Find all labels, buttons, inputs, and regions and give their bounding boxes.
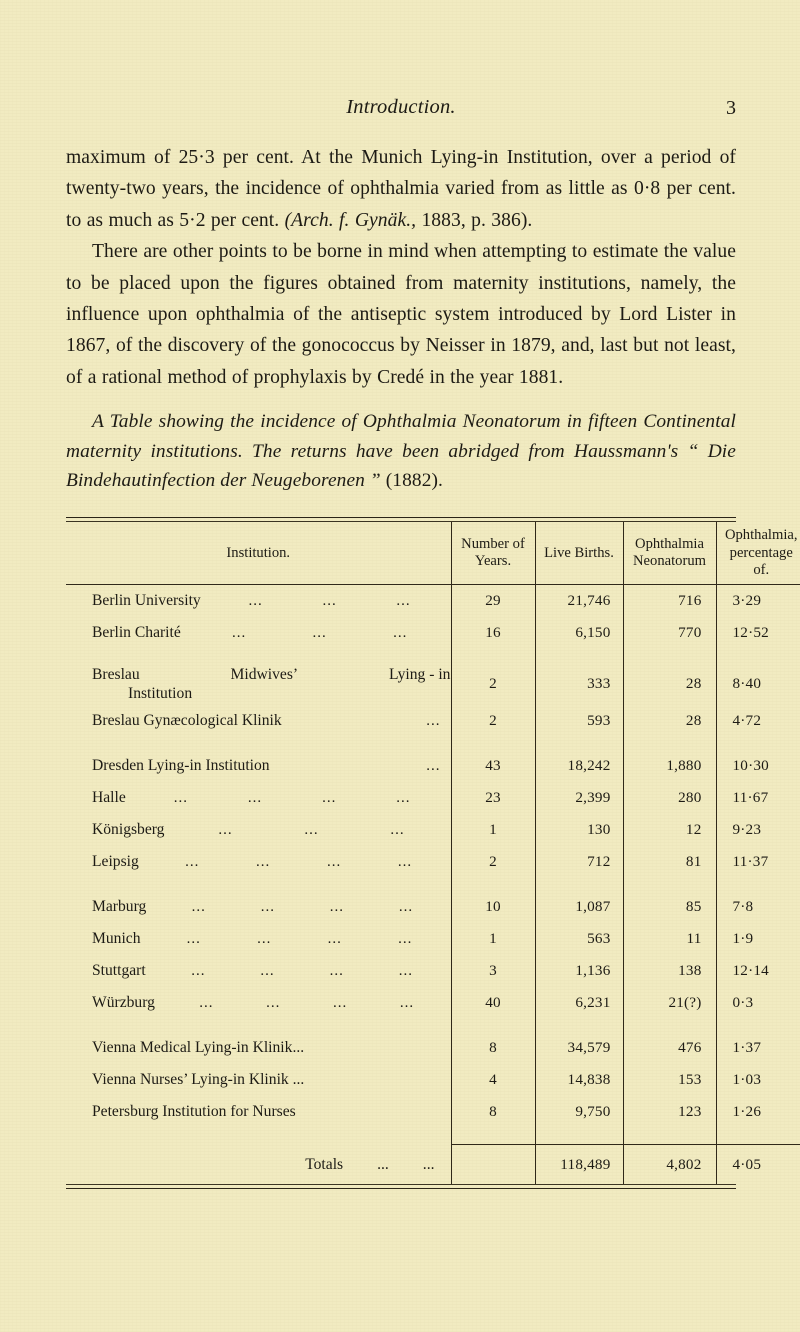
leader-dots: ... (426, 713, 441, 730)
cell-ophthalmia: 12 (623, 814, 716, 846)
paragraph-one (66, 142, 736, 236)
table-row (66, 846, 800, 878)
column-header-institution: Institution. (66, 522, 451, 585)
table-row (66, 617, 800, 649)
cell-live-births: 1,087 (535, 891, 623, 923)
leader-dots: ... ... ... ... (199, 995, 415, 1012)
cell-ophthalmia: 28 (623, 705, 716, 737)
leader-dots: ... ... ... ... (186, 931, 413, 948)
cell-ophthalmia: 716 (623, 585, 716, 618)
column-header-years-line1: Number of (461, 535, 525, 552)
cell-totals-live-births: 118,489 (535, 1146, 623, 1184)
cell-years: 43 (451, 750, 535, 782)
institution-name-part: Breslau (92, 666, 140, 684)
institution-name: Königsberg (92, 821, 165, 839)
cell-live-births: 9,750 (535, 1096, 623, 1128)
cell-live-births: 333 (535, 662, 623, 705)
cell-years: 4 (451, 1064, 535, 1096)
institution-name: Munich (92, 930, 141, 948)
table-header-row (66, 522, 800, 585)
cell-totals-years (451, 1146, 535, 1184)
cell-years: 16 (451, 617, 535, 649)
cell-institution (66, 923, 451, 955)
cell-live-births: 593 (535, 705, 623, 737)
institution-name: Berlin University (92, 592, 201, 610)
cell-percentage: 1·03 (716, 1064, 800, 1096)
cell-percentage: 8·40 (716, 662, 800, 705)
table-caption-italic: A Table showing the incidence of Ophthalmia Neonatorum in fifteen Continental maternity institutions. The returns have been abridged from Haussmann's “ Die Bindehautinfection der Neugeborenen ” (66, 411, 736, 492)
statistics-table-wrapper (66, 517, 798, 1189)
cell-live-births: 18,242 (535, 750, 623, 782)
cell-percentage: 12·14 (716, 955, 800, 987)
totals-leader-dots: ... (377, 1156, 389, 1174)
cell-percentage: 4·72 (716, 705, 800, 737)
column-header-percentage-line1: Ophthalmia, (724, 527, 798, 544)
table-row (66, 1064, 800, 1096)
cell-institution (66, 1032, 451, 1064)
cell-institution (66, 846, 451, 878)
table-body (66, 585, 800, 1185)
row-spacer (66, 1019, 800, 1032)
cell-years: 1 (451, 814, 535, 846)
table-row (66, 955, 800, 987)
cell-percentage: 1·37 (716, 1032, 800, 1064)
column-header-ophthalmia-line2: Neonatorum (633, 553, 706, 570)
institution-name: Stuttgart (92, 962, 146, 980)
cell-ophthalmia: 85 (623, 891, 716, 923)
cell-ophthalmia: 770 (623, 617, 716, 649)
cell-percentage: 7·8 (716, 891, 800, 923)
page-number: 3 (726, 97, 736, 119)
leader-dots: ... ... ... (248, 593, 411, 610)
cell-years: 1 (451, 923, 535, 955)
cell-live-births: 21,746 (535, 585, 623, 618)
institution-name: Vienna Medical Lying-in Klinik... (92, 1039, 305, 1057)
table-row (66, 1096, 800, 1128)
institution-name-part: Lying - in (388, 666, 451, 684)
row-spacer (66, 649, 800, 662)
table-caption (66, 407, 736, 495)
cell-ophthalmia: 81 (623, 846, 716, 878)
cell-years: 23 (451, 782, 535, 814)
cell-institution (66, 814, 451, 846)
cell-institution (66, 1096, 451, 1128)
institution-name: Petersburg Institution for Nurses (92, 1103, 296, 1121)
table-row (66, 814, 800, 846)
totals-label-text: Totals (305, 1156, 344, 1174)
institution-name: Würzburg (92, 994, 155, 1012)
cell-percentage: 12·52 (716, 617, 800, 649)
pre-totals-spacer (66, 1128, 800, 1145)
cell-totals-label (66, 1146, 451, 1184)
column-header-percentage-line3: of. (753, 562, 770, 579)
leader-dots: ... ... ... ... (191, 963, 413, 980)
cell-percentage: 10·30 (716, 750, 800, 782)
table-bottom-rule (66, 1184, 736, 1189)
cell-institution (66, 705, 451, 737)
institution-name: Berlin Charité (92, 624, 181, 642)
institution-name: Vienna Nurses’ Lying-in Klinik ... (92, 1071, 305, 1089)
cell-percentage: 11·37 (716, 846, 800, 878)
row-spacer (66, 878, 800, 891)
cell-live-births: 2,399 (535, 782, 623, 814)
column-header-percentage (716, 522, 800, 585)
table-row (66, 782, 800, 814)
paragraph-one-text: maximum of 25·3 per cent. At the Munich Lying-in Institution, over a period of twenty-two years, the incidence of ophthalmia varied from as little as 0·8 per cent. to as much as 5·2 per cent. (66, 147, 736, 231)
institution-name: Breslau Gynæcological Klinik (92, 712, 282, 730)
cell-institution (66, 585, 451, 618)
paragraph-two: There are other points to be borne in mind when attempting to estimate the value to be placed upon the figures obtained from maternity institutions, namely, the influence upon ophthalmia of the antiseptic system introduced by Lord Lister in 1867, of the discovery of the gonococcus by Neisser in 1879, and, last but not least, of a rational method of prophylaxis by Credé in the year 1881. (66, 241, 736, 388)
cell-institution (66, 750, 451, 782)
cell-ophthalmia: 153 (623, 1064, 716, 1096)
cell-live-births: 563 (535, 923, 623, 955)
table-row (66, 705, 800, 737)
column-header-live-births: Live Births. (535, 522, 623, 585)
cell-percentage: 9·23 (716, 814, 800, 846)
cell-years: 40 (451, 987, 535, 1019)
table-row (66, 662, 800, 705)
cell-years: 10 (451, 891, 535, 923)
cell-institution (66, 1064, 451, 1096)
cell-ophthalmia: 123 (623, 1096, 716, 1128)
cell-years: 3 (451, 955, 535, 987)
leader-dots: ... ... ... (218, 822, 405, 839)
cell-totals-percentage: 4·05 (716, 1146, 800, 1184)
citation-italic: (Arch. f. Gynäk., (284, 209, 417, 231)
cell-live-births: 34,579 (535, 1032, 623, 1064)
cell-years: 2 (451, 846, 535, 878)
cell-years: 8 (451, 1032, 535, 1064)
cell-live-births: 6,231 (535, 987, 623, 1019)
page-content (66, 0, 798, 1189)
institution-name: Leipsig (92, 853, 139, 871)
cell-ophthalmia: 21(?) (623, 987, 716, 1019)
cell-institution (66, 662, 451, 705)
cell-institution (66, 891, 451, 923)
table-row (66, 923, 800, 955)
cell-ophthalmia: 476 (623, 1032, 716, 1064)
cell-ophthalmia: 280 (623, 782, 716, 814)
cell-live-births: 6,150 (535, 617, 623, 649)
institution-name-part: Midwives’ (230, 666, 299, 684)
table-row (66, 1032, 800, 1064)
cell-live-births: 1,136 (535, 955, 623, 987)
totals-row (66, 1146, 800, 1184)
table-row (66, 891, 800, 923)
cell-percentage: 3·29 (716, 585, 800, 618)
cell-years: 2 (451, 705, 535, 737)
cell-live-births: 712 (535, 846, 623, 878)
table-row (66, 750, 800, 782)
cell-years: 2 (451, 662, 535, 705)
cell-institution (66, 782, 451, 814)
column-header-ophthalmia-line1: Ophthalmia (635, 535, 704, 552)
leader-dots: ... ... ... ... (173, 790, 411, 807)
table-head (66, 522, 800, 585)
table-caption-roman: (1882). (380, 470, 443, 492)
running-head (66, 96, 736, 142)
cell-percentage: 1·9 (716, 923, 800, 955)
institution-name: Halle (92, 789, 126, 807)
cell-years: 29 (451, 585, 535, 618)
leader-dots: ... ... ... ... (185, 854, 413, 871)
cell-ophthalmia: 138 (623, 955, 716, 987)
cell-live-births: 130 (535, 814, 623, 846)
table-row (66, 585, 800, 618)
statistics-table (66, 522, 800, 1184)
cell-institution (66, 987, 451, 1019)
column-header-percentage-line2: percentage (729, 544, 793, 561)
citation-roman: 1883, p. 386). (416, 209, 533, 231)
cell-years: 8 (451, 1096, 535, 1128)
column-header-ophthalmia (623, 522, 716, 585)
cell-percentage: 1·26 (716, 1096, 800, 1128)
leader-dots: ... (426, 758, 441, 775)
cell-live-births: 14,838 (535, 1064, 623, 1096)
column-header-years (451, 522, 535, 585)
institution-name-continuation: Institution (128, 685, 193, 703)
cell-ophthalmia: 1,880 (623, 750, 716, 782)
cell-ophthalmia: 11 (623, 923, 716, 955)
institution-name: Marburg (92, 898, 147, 916)
cell-percentage: 11·67 (716, 782, 800, 814)
row-spacer (66, 737, 800, 750)
cell-percentage: 0·3 (716, 987, 800, 1019)
column-header-years-line2: Years. (474, 553, 512, 570)
cell-totals-ophthalmia: 4,802 (623, 1146, 716, 1184)
cell-institution (66, 955, 451, 987)
leader-dots: ... ... ... ... (191, 899, 414, 916)
leader-dots: ... ... ... (231, 625, 408, 642)
cell-institution (66, 617, 451, 649)
table-row (66, 987, 800, 1019)
cell-ophthalmia: 28 (623, 662, 716, 705)
institution-name: Dresden Lying-in Institution (92, 757, 270, 775)
running-head-title: Introduction. (346, 96, 456, 118)
totals-leader-dots: ... (422, 1156, 435, 1174)
